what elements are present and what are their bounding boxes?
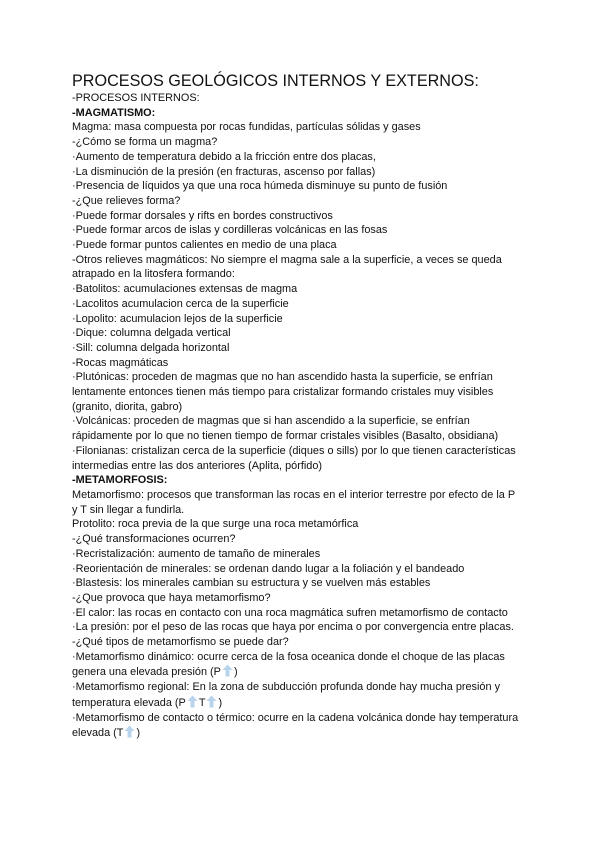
text-line: ·Blastesis: los minerales cambian su estructura y se vuelven más estables — [72, 577, 431, 590]
text-line: -¿Que relieves forma? — [72, 194, 181, 207]
close-paren: ) — [136, 727, 141, 740]
text-line: ·Sill: columna delgada horizontal — [72, 341, 230, 354]
text-line: ·La presión: por el peso de las rocas que haya por encima o por convergencia entre placas. — [72, 621, 514, 634]
text-line: atrapado en la litosfera formando: — [72, 268, 235, 281]
close-paren: ) — [233, 666, 238, 679]
section-heading: -PROCESOS INTERNOS: — [72, 92, 200, 104]
text-line-with-arrow — [72, 725, 532, 741]
text-line: lentamente entonces tienen más tiempo para cristalizar formando cristales muy visibles — [72, 386, 494, 399]
text-line: ·Lacolitos acumulacion cerca de la superficie — [72, 297, 289, 310]
text-line: (granito, diorita, gabro) — [72, 400, 183, 413]
text-line: ·Reorientación de minerales: se ordenan dando lugar a la foliación y el bandeado — [72, 562, 465, 575]
text-fragment: genera una elevada presión (P — [72, 666, 221, 679]
text-line: Protolito: roca previa de la que surge una roca metamórfica — [72, 518, 359, 531]
text-line: ·Metamorfismo de contacto o térmico: ocurre en la cadena volcánica donde hay temperatura — [72, 711, 519, 724]
text-line: -¿Que provoca que haya metamorfismo? — [72, 591, 271, 604]
text-line: ·Plutónicas: proceden de magmas que no han ascendido hasta la superficie, se enfrían — [72, 371, 493, 384]
document-content — [72, 71, 532, 741]
text-line: ·Recristalización: aumento de tamaño de minerales — [72, 547, 321, 560]
text-line: ·Lopolito: acumulacion lejos de la superficie — [72, 312, 283, 325]
text-line: ·Metamorfismo dinámico: ocurre cerca de la fosa oceanica donde el choque de las placas — [72, 650, 505, 663]
close-paren: ) — [218, 696, 223, 709]
text-line: -¿Cómo se forma un magma? — [72, 136, 218, 149]
text-fragment: temperatura elevada (P — [72, 696, 186, 709]
text-line: Magma: masa compuesta por rocas fundidas, partículas sólidas y gases — [72, 121, 421, 134]
subsection-heading: -MAGMATISMO: — [72, 106, 156, 119]
subsection-heading: -METAMORFOSIS: — [72, 474, 168, 487]
text-line: intermedias entre las dos anteriores (Aplita, pórfido) — [72, 459, 323, 472]
text-line: ·Presencia de líquidos ya que una roca húmeda disminuye su punto de fusión — [72, 180, 448, 193]
text-line-with-arrow — [72, 664, 532, 680]
up-arrow-icon — [187, 695, 198, 708]
t-label: T — [198, 696, 206, 709]
up-arrow-icon — [222, 664, 233, 677]
text-line: ·Metamorfismo regional: En la zona de subducción profunda donde hay mucha presión y — [72, 681, 501, 694]
text-line: Metamorfismo: procesos que transforman las rocas en el interior terrestre por efecto de la P — [72, 488, 516, 501]
text-line: rápidamente por lo que no tienen tiempo de formar cristales visibles (Basalto, obsidiana) — [72, 430, 499, 443]
text-line: -¿Qué tipos de metamorfismo se puede dar? — [72, 636, 289, 649]
text-line: -Otros relieves magmáticos: No siempre el magma sale a la superficie, a veces se queda — [72, 253, 502, 266]
text-fragment: elevada (T — [72, 727, 124, 740]
text-line: y T sin llegar a fundirla. — [72, 503, 185, 516]
text-line: ·Batolitos: acumulaciones extensas de magma — [72, 283, 298, 296]
text-line: ·Aumento de temperatura debido a la fricción entre dos placas, — [72, 150, 376, 163]
text-line: ·Dique: columna delgada vertical — [72, 327, 231, 340]
text-line: ·Filonianas: cristalizan cerca de la superficie (diques o sills) por lo que tienen características — [72, 444, 516, 457]
text-line: -Rocas magmáticas — [72, 356, 169, 369]
text-line: ·Puede formar dorsales y rifts en bordes constructivos — [72, 209, 333, 222]
text-line: ·Volcánicas: proceden de magmas que si han ascendido a la superficie, se enfrían — [72, 415, 470, 428]
up-arrow-icon — [124, 725, 135, 738]
text-line: -¿Qué transformaciones ocurren? — [72, 533, 236, 546]
up-arrow-icon — [206, 695, 217, 708]
text-line-with-arrow — [72, 695, 532, 711]
document-title: PROCESOS GEOLÓGICOS INTERNOS Y EXTERNOS: — [72, 72, 479, 90]
text-line: ·El calor: las rocas en contacto con una roca magmática sufren metamorfismo de contacto — [72, 606, 508, 619]
text-line: ·Puede formar arcos de islas y cordilleras volcánicas en las fosas — [72, 224, 388, 237]
text-line: ·La disminución de la presión (en fracturas, ascenso por fallas) — [72, 165, 376, 178]
text-line: ·Puede formar puntos calientes en medio de una placa — [72, 239, 337, 252]
